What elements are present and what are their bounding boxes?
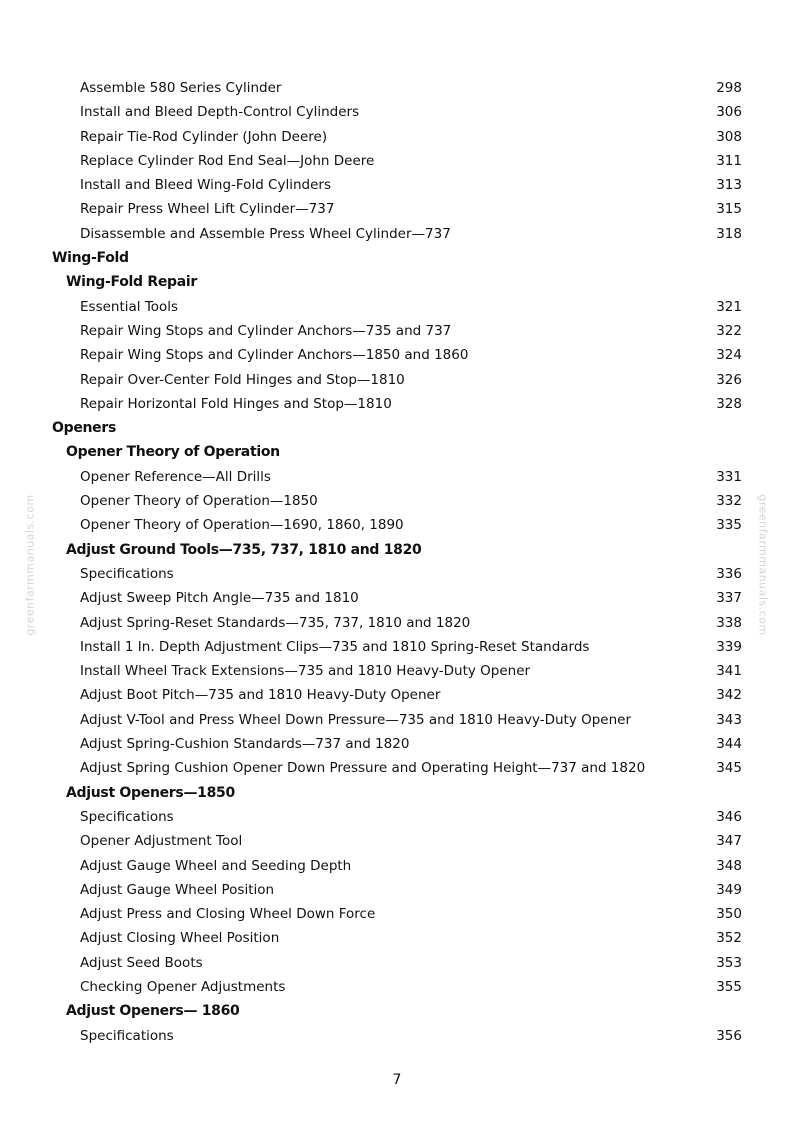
toc-entry-page: 308 [716, 128, 742, 145]
toc-entry-page: 337 [716, 590, 742, 607]
toc-entry-title: Opener Theory of Operation—1850 [80, 493, 318, 510]
toc-entry-title: Install and Bleed Depth-Control Cylinders [80, 104, 360, 121]
toc-entry[interactable] [0, 149, 794, 173]
toc-entry[interactable] [0, 513, 794, 537]
toc-entry-page: 326 [716, 371, 742, 388]
toc-entry-title: Adjust Seed Boots [80, 954, 203, 971]
toc-entry[interactable] [0, 465, 794, 489]
toc-entry-title: Replace Cylinder Rod End Seal—John Deere [80, 152, 375, 169]
toc-entry-page: 352 [716, 930, 742, 947]
toc-entry-page: 350 [716, 906, 742, 923]
toc-entry-page: 321 [716, 298, 742, 315]
toc-section-heading[interactable] [0, 246, 794, 270]
toc-entry[interactable] [0, 489, 794, 513]
toc-entry[interactable] [0, 319, 794, 343]
toc-entry[interactable] [0, 197, 794, 221]
toc-entry-title: Specifications [80, 808, 174, 825]
toc-entry-page: 332 [716, 493, 742, 510]
toc-entry-page: 342 [716, 687, 742, 704]
toc-subsection-heading[interactable] [0, 538, 794, 562]
toc-entry-title: Assemble 580 Series Cylinder [80, 80, 282, 96]
toc-entry-title: Adjust Boot Pitch—735 and 1810 Heavy-Duty Opener [80, 687, 441, 704]
toc-entry[interactable] [0, 173, 794, 197]
table-of-contents [0, 76, 794, 1048]
toc-entry[interactable] [0, 295, 794, 319]
toc-entry-page: 355 [716, 978, 742, 995]
toc-entry[interactable] [0, 222, 794, 246]
toc-entry-page: 344 [716, 736, 742, 753]
toc-entry-title: Adjust Press and Closing Wheel Down Force [80, 906, 376, 923]
toc-entry-title: Adjust Spring-Cushion Standards—737 and 1820 [80, 736, 410, 753]
toc-entry-title: Adjust Gauge Wheel Position [80, 881, 275, 898]
toc-entry-title: Repair Tie-Rod Cylinder (John Deere) [80, 128, 328, 145]
toc-entry-page: 343 [716, 711, 742, 728]
toc-entry-page: 346 [716, 808, 742, 825]
toc-entry[interactable] [0, 562, 794, 586]
toc-entry-page: 313 [716, 177, 742, 194]
toc-entry-title: Install 1 In. Depth Adjustment Clips—735 and 1810 Spring-Reset Standards [80, 638, 590, 655]
toc-entry[interactable] [0, 708, 794, 732]
toc-entry-page: 348 [716, 857, 742, 874]
toc-entry[interactable] [0, 659, 794, 683]
toc-entry-page: 338 [716, 614, 742, 631]
toc-entry-page: 331 [716, 468, 742, 485]
toc-entry[interactable] [0, 125, 794, 149]
toc-entry[interactable] [0, 854, 794, 878]
toc-entry[interactable] [0, 829, 794, 853]
toc-entry[interactable] [0, 1024, 794, 1048]
toc-entry-page: 356 [716, 1027, 742, 1044]
toc-entry-title: Opener Reference—All Drills [80, 468, 271, 485]
toc-entry-page: 298 [716, 80, 742, 96]
toc-entry-page: 328 [716, 395, 742, 412]
toc-entry-page: 306 [716, 104, 742, 121]
toc-entry[interactable] [0, 902, 794, 926]
toc-entry-page: 339 [716, 638, 742, 655]
toc-entry[interactable] [0, 878, 794, 902]
toc-entry[interactable] [0, 368, 794, 392]
toc-subsection-heading[interactable] [0, 270, 794, 294]
toc-entry-page: 324 [716, 347, 742, 364]
toc-entry-page: 315 [716, 201, 742, 218]
toc-entry[interactable] [0, 635, 794, 659]
toc-entry-title: Adjust Closing Wheel Position [80, 930, 280, 947]
toc-entry-page: 345 [716, 760, 742, 777]
toc-entry-title: Disassemble and Assemble Press Wheel Cylinder—737 [80, 225, 451, 242]
toc-entry-page: 347 [716, 833, 742, 850]
toc-entry[interactable] [0, 805, 794, 829]
toc-entry[interactable] [0, 756, 794, 780]
toc-entry[interactable] [0, 76, 794, 100]
toc-entry-page: 336 [716, 565, 742, 582]
toc-entry-title: Essential Tools [80, 298, 179, 315]
toc-entry[interactable] [0, 975, 794, 999]
toc-entry-title: Adjust Openers—1850 [66, 784, 235, 801]
toc-entry-title: Adjust Gauge Wheel and Seeding Depth [80, 857, 352, 874]
toc-section-heading[interactable] [0, 416, 794, 440]
page-number: 7 [392, 1072, 402, 1088]
toc-entry-title: Adjust Sweep Pitch Angle—735 and 1810 [80, 590, 359, 607]
toc-entry[interactable] [0, 732, 794, 756]
toc-entry-page: 335 [716, 517, 742, 534]
toc-entry-title: Repair Over-Center Fold Hinges and Stop—1810 [80, 371, 405, 388]
toc-entry[interactable] [0, 343, 794, 367]
toc-entry-title: Opener Adjustment Tool [80, 833, 243, 850]
toc-entry-title: Adjust Ground Tools—735, 737, 1810 and 1820 [66, 541, 422, 558]
toc-entry-page: 318 [716, 225, 742, 242]
watermark-left: greenfarmmanuals.com [23, 494, 37, 636]
toc-entry[interactable] [0, 951, 794, 975]
toc-entry-title: Specifications [80, 1027, 174, 1044]
toc-entry-title: Adjust Openers— 1860 [66, 1003, 240, 1020]
toc-entry-page: 353 [716, 954, 742, 971]
toc-entry[interactable] [0, 611, 794, 635]
toc-entry[interactable] [0, 100, 794, 124]
toc-entry[interactable] [0, 392, 794, 416]
toc-entry-title: Repair Wing Stops and Cylinder Anchors—1850 and 1860 [80, 347, 469, 364]
toc-entry-title: Openers [52, 420, 117, 437]
toc-entry[interactable] [0, 926, 794, 950]
toc-entry-title: Adjust Spring Cushion Opener Down Pressure and Operating Height—737 and 1820 [80, 760, 646, 777]
toc-entry-page: 349 [716, 881, 742, 898]
toc-entry-title: Specifications [80, 565, 174, 582]
toc-subsection-heading[interactable] [0, 999, 794, 1023]
toc-entry-title: Wing-Fold Repair [66, 274, 197, 291]
toc-entry-page: 322 [716, 322, 742, 339]
toc-entry-title: Repair Horizontal Fold Hinges and Stop—1810 [80, 395, 392, 412]
toc-entry-title: Repair Wing Stops and Cylinder Anchors—735 and 737 [80, 322, 452, 339]
toc-entry-page: 311 [716, 152, 742, 169]
toc-entry[interactable] [0, 683, 794, 707]
toc-entry[interactable] [0, 586, 794, 610]
toc-entry-title: Install Wheel Track Extensions—735 and 1810 Heavy-Duty Opener [80, 663, 531, 680]
toc-entry-page: 341 [716, 663, 742, 680]
toc-subsection-heading[interactable] [0, 781, 794, 805]
toc-entry-title: Wing-Fold [52, 250, 129, 267]
toc-subsection-heading[interactable] [0, 440, 794, 464]
toc-entry-title: Adjust Spring-Reset Standards—735, 737, 1810 and 1820 [80, 614, 471, 631]
toc-entry-title: Opener Theory of Operation—1690, 1860, 1890 [80, 517, 404, 534]
toc-entry-title: Opener Theory of Operation [66, 444, 280, 461]
toc-entry-title: Install and Bleed Wing-Fold Cylinders [80, 177, 331, 194]
toc-entry-title: Adjust V-Tool and Press Wheel Down Pressure—735 and 1810 Heavy-Duty Opener [80, 711, 632, 728]
watermark-right: greenfarmmanuals.com [756, 494, 770, 636]
toc-entry-title: Repair Press Wheel Lift Cylinder—737 [80, 201, 335, 218]
toc-entry-title: Checking Opener Adjustments [80, 978, 286, 995]
